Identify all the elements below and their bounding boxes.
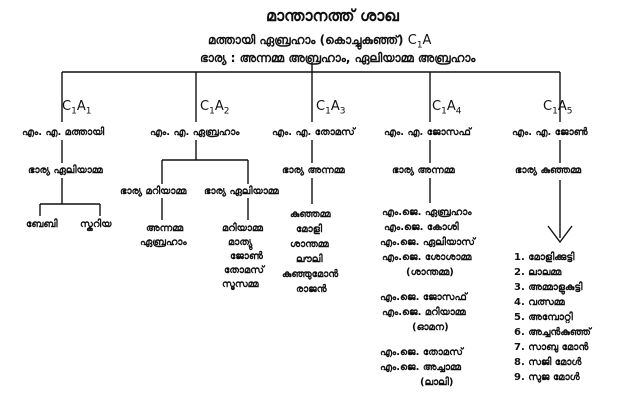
branch-4-child: എം.ജെ. ശോശാമ്മ — [382, 252, 472, 263]
code-sub1: 1 — [209, 106, 215, 117]
diagram-title: മാന്താനത്ത് ശാഖ — [266, 6, 399, 25]
code-sub2: 4 — [455, 106, 462, 117]
branch-3-child: ലൗലി — [296, 254, 323, 265]
code-sub1: 1 — [71, 106, 77, 117]
branch-code-1 — [62, 100, 91, 117]
branch-4-child: എം.ജെ. ഏബ്രഹാം — [382, 207, 472, 218]
code-mid: A — [76, 99, 86, 114]
code-sub2: 3 — [339, 106, 346, 117]
code-sub1: 1 — [552, 106, 558, 117]
branch-2-spouse-1: ഭാര്യ മറിയാമ്മ — [120, 186, 187, 197]
branch-2-wife-2-child: ജോൺ — [230, 251, 263, 262]
code-base: C — [62, 99, 72, 114]
branch-4-spouse: ഭാര്യ അന്നമ്മ — [392, 165, 455, 176]
branch-4-child-alias: (ഓമന) — [412, 322, 449, 333]
branch-4-child: എം.ജെ. അച്ചാമ്മ — [380, 362, 461, 373]
branch-1-child: ബേബി — [26, 219, 58, 230]
patriarch-code — [407, 33, 432, 51]
branch-2-wife-1-child: അന്നമ്മ — [146, 223, 184, 234]
branch-name-5: എം. എ. ജോൺ — [512, 127, 588, 138]
branch-5-child: 3. അമ്മാളുകുട്ടി — [514, 282, 583, 293]
branch-5-child: 1. മോളിക്കുട്ടി — [514, 252, 575, 263]
branch-5-child: 7. സാബു മോൻ — [514, 342, 589, 353]
branch-3-child: മോളി — [296, 224, 322, 235]
branch-name-3: എം. എ. തോമസ് — [272, 127, 355, 138]
branch-1-child: സ്കറിയ — [80, 219, 112, 230]
patriarch-code-suffix: A — [422, 33, 432, 48]
branch-4-child-alias: (ശാന്തമ്മ) — [406, 267, 454, 278]
code-mid: A — [214, 99, 224, 114]
branch-code-5 — [543, 100, 572, 117]
code-sub1: 1 — [441, 106, 447, 117]
branch-5-child: 5. അമ്പോറ്റി — [514, 312, 573, 323]
branch-3-child: രാജൻ — [296, 284, 327, 295]
code-base: C — [200, 99, 210, 114]
code-base: C — [543, 99, 553, 114]
branch-4-child: എം.ജെ. ഏലിയാസ് — [380, 237, 475, 248]
branch-name-2: എം. എ. ഏബ്രഹാം — [150, 127, 240, 138]
branch-2-wife-2-child: സൂസമ്മ — [222, 279, 259, 290]
branch-3-child: കുഞ്ഞമ്മ — [290, 209, 331, 220]
branch-2-wife-2-child: മാത്യു — [228, 237, 253, 248]
branch-name-4: എം. എ. ജോസഫ് — [384, 127, 471, 138]
branch-2-spouse-2: ഭാര്യ ഏലിയാമ്മ — [204, 186, 279, 197]
branch-3-child: ശാന്തമ്മ — [290, 239, 329, 250]
branch-5-child: 8. സജി മോൾ — [514, 357, 582, 368]
code-sub2: 2 — [223, 106, 230, 117]
branch-3-child: കുഞ്ഞുമോൻ — [282, 269, 339, 280]
branch-2-wife-1-child: ഏബ്രഹാം — [140, 237, 187, 248]
code-sub2: 1 — [85, 106, 92, 117]
code-mid: A — [557, 99, 567, 114]
branch-code-4 — [432, 100, 461, 117]
branch-4-child: എം.ജെ. മറിയാമ്മ — [382, 307, 466, 318]
branch-name-1: എം. എ. മത്തായി — [22, 127, 105, 138]
branch-code-3 — [316, 100, 345, 117]
patriarch-code-sub: 1 — [416, 40, 423, 51]
code-sub2: 5 — [566, 106, 573, 117]
branch-5-child: 9. സുജ മോൾ — [514, 372, 580, 383]
code-sub1: 1 — [325, 106, 331, 117]
patriarch-name — [208, 34, 431, 51]
branch-4-child: എം.ജെ. ജോസഫ് — [380, 292, 467, 303]
branch-5-child: 2. ലാലമ്മ — [514, 267, 562, 278]
branch-2-wife-2-child: തോമസ് — [224, 265, 264, 276]
branch-4-child-alias: (ലാലി) — [420, 377, 454, 388]
branch-4-child: എം.ജെ. തോമസ് — [380, 347, 463, 358]
branch-5-child: 4. വത്സമ്മ — [514, 297, 565, 308]
branch-5-child: 6. അച്ചൻകുഞ്ഞ് — [514, 327, 591, 338]
branch-4-child: എം.ജെ. കോശി — [384, 222, 459, 233]
code-base: C — [316, 99, 326, 114]
code-mid: A — [446, 99, 456, 114]
branch-5-spouse: ഭാര്യ കുഞ്ഞമ്മ — [515, 165, 582, 176]
patriarch-spouses: ഭാര്യ : അന്നമ്മ അബ്രഹാം, ഏലിയാമ്മ അബ്രഹാം — [200, 51, 476, 65]
code-mid: A — [330, 99, 340, 114]
branch-1-spouse: ഭാര്യ ഏലിയാമ്മ — [28, 165, 103, 176]
branch-3-spouse: ഭാര്യ അന്നമ്മ — [282, 165, 345, 176]
branch-code-2 — [200, 100, 229, 117]
branch-2-wife-2-child: മറിയാമ്മ — [222, 223, 263, 234]
patriarch-name-text: മത്തായി ഏബ്രഹാം (കൊച്ചുകുഞ്ഞ്) — [208, 33, 404, 47]
code-base: C — [432, 99, 442, 114]
patriarch-code-base: C — [407, 33, 417, 48]
